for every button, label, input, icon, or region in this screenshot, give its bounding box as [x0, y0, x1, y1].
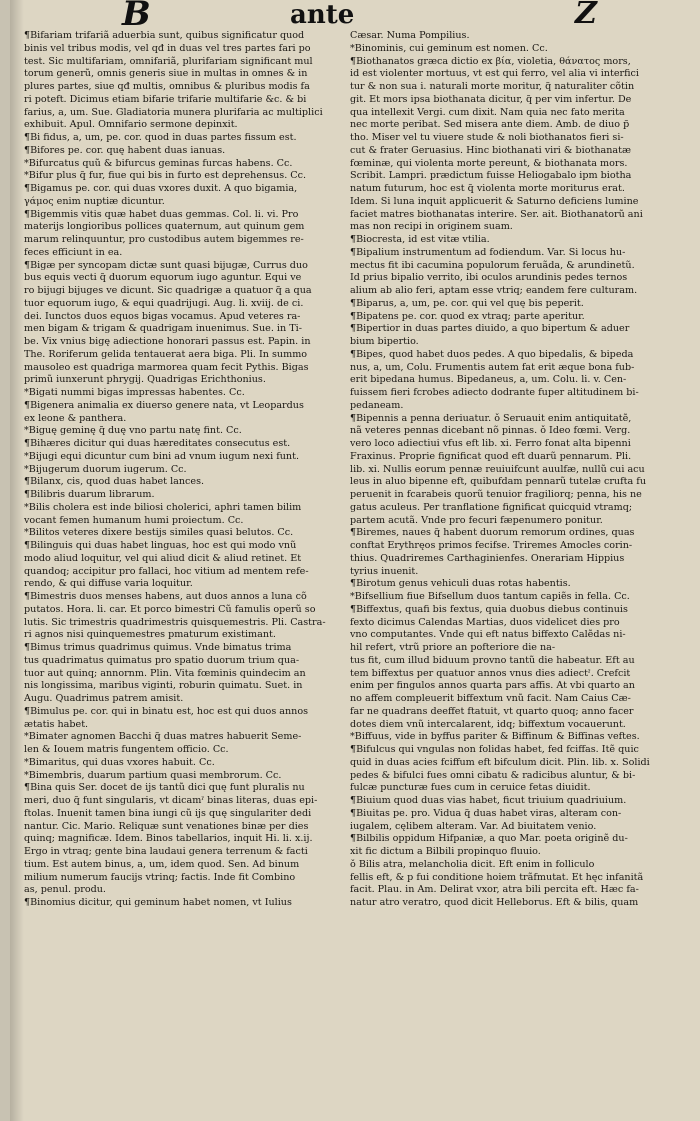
- entry-line: dei. Iunctos duos equos bigas vocamus. Apud veteres ra-: [24, 310, 301, 322]
- entry-line: ¶Bigemmis vitis quæ habet duas gemmas. Col. li. vi. Pro: [24, 208, 299, 220]
- entry-line: rendo, & qui diffuse varia loquitur.: [24, 578, 193, 590]
- entry-line: *Biguę geminę q̃ duę vno partu natę fint. Cc.: [24, 425, 242, 437]
- entry-line: ¶Biremes, naues q̃ habent duorum remorum ordines, quas: [350, 527, 635, 539]
- dictionary-entry: [24, 731, 344, 757]
- entry-line: fœminæ, qui violenta morte pereunt, & biothanata mors.: [350, 157, 628, 169]
- dictionary-entry: [24, 400, 344, 426]
- entry-line: *Bilitos veteres dixere bestijs similes quasi belutos. Cc.: [24, 527, 294, 539]
- entry-line: ¶Bipertior in duas partes diuido, a quo bipertum & aduer: [350, 323, 630, 335]
- dictionary-entry: [24, 145, 344, 158]
- dictionary-entry: [24, 158, 344, 171]
- dictionary-entry: [24, 706, 344, 732]
- entry-line: ¶Bilinguis qui duas habet linguas, hoc est qui modo vnũ: [24, 540, 297, 551]
- entry-line: qua intellexit Vergi. cum dixit. Nam quia nec fato merita: [350, 106, 625, 118]
- entry-line: *Bigati nummi bigas impressas habentes. Cc.: [24, 387, 245, 398]
- entry-line: *Binominis, cui geminum est nomen. Cc.: [350, 42, 548, 54]
- entry-line: lutis. Sic trimestris quadrimestris quisquemestris. Pli. Castra-: [24, 616, 326, 628]
- entry-line: ri poteft. Dicimus etiam bifarie trifarie multifarie &c. & bi: [24, 93, 307, 105]
- dictionary-entry: [24, 897, 344, 910]
- entry-line: pedes & bifulci fues omni cibatu & radicibus aluntur, & bi-: [350, 769, 636, 781]
- entry-line: γάμος enim nuptiæ dicuntur.: [24, 195, 165, 207]
- entry-line: nantur. Cic. Mario. Reliquæ sunt venationes binæ per dies: [24, 820, 309, 832]
- entry-line: len & Iouem matris fungentem officio. Cc.: [24, 744, 229, 755]
- dictionary-entry: [24, 451, 344, 464]
- dictionary-entry: [24, 464, 344, 477]
- dictionary-entry: [350, 234, 670, 247]
- entry-line: binis vel tribus modis, vel qđ in duas vel tres partes fari po: [24, 42, 311, 54]
- entry-line: *Bifurcatus quũ & bifurcus geminas furcas habens. Cc.: [24, 157, 293, 169]
- entry-line: ¶Bifulcus qui vngulas non folidas habet, fed fciffas. Itẽ quic: [350, 744, 639, 755]
- entry-line: mas non recipi in originem suam.: [350, 221, 513, 233]
- dictionary-entry: [24, 757, 344, 770]
- entry-line: ¶Bigamus pe. cor. qui duas vxores duxit. A quo bigamia,: [24, 183, 298, 194]
- dictionary-entry: [350, 578, 670, 591]
- entry-line: ¶Bimulus pe. cor. qui in binatu est, hoc est qui duos annos: [24, 705, 309, 717]
- entry-line: bium bipertio.: [350, 336, 419, 347]
- dictionary-entry: [24, 591, 344, 642]
- dictionary-entry: [24, 782, 344, 897]
- entry-line: tuor aut quinq; annornm. Plin. Vita fœminis quindecim an: [24, 667, 306, 679]
- dictionary-entry: [24, 476, 344, 489]
- entry-line: ¶Biparus, a, um, pe. cor. qui vel quę bis peperit.: [350, 297, 584, 309]
- left-column: [24, 30, 344, 910]
- entry-line: leus in aluo bipenne eft, quibufdam pennarũ tutelæ crufta fu: [350, 476, 647, 488]
- running-head-center: ante: [290, 0, 355, 30]
- dictionary-entry: [350, 604, 670, 732]
- entry-line: *Bifur plus q̃ fur, fiue qui bis in furto est deprehensus. Cc.: [24, 170, 307, 182]
- entry-line: milium numerum faucijs vtrinq; factis. Inde fit Combino: [24, 871, 296, 883]
- dictionary-entry: [24, 489, 344, 502]
- entry-line: tho. Miser vel tu viuere stude & noli biothanatos fieri si-: [350, 132, 624, 143]
- entry-line: ¶Biocresta, id est vitæ vtilia.: [350, 234, 490, 245]
- entry-line: Ergo in vtraq; gente bina laudaui genera terrenum & facti: [24, 846, 308, 857]
- entry-line: xit fic dictum a Bilbili propinquo fluuio.: [350, 846, 541, 857]
- entry-line: erit bipedana humus. Bipedaneus, a, um. Colu. li. v. Cen-: [350, 374, 627, 386]
- dictionary-entry: [350, 795, 670, 808]
- entry-line: vero loco adiectiui vfus eft lib. xi. Ferro fonat alta bipenni: [350, 438, 631, 449]
- entry-line: ftolas. Inuenit tamen bina iungi cũ ijs quę singulariter dedi: [24, 807, 312, 819]
- entry-line: fellis eft, & p fui conditione hoiem trãfmutat. Et hęc infanitã: [350, 871, 644, 883]
- entry-line: quandoq; accipitur pro fallaci, hoc vitium ad mentem refe-: [24, 565, 309, 577]
- entry-line: faciet matres biothanatas interire. Ser. ait. Biothanatorũ ani: [350, 208, 643, 220]
- dictionary-entry: [350, 731, 670, 744]
- entry-line: quinq; magnificæ. Idem. Binos tabellarios, inquit Hi. li. x.ij.: [24, 833, 313, 845]
- entry-line: natum futurum, hoc est q̃ violenta morte moriturus erat.: [350, 183, 625, 194]
- entry-line: ¶Bifores pe. cor. quę habent duas ianuas.: [24, 144, 226, 156]
- entry-line: *Bifsellium fiue Bifsellum duos tantum capiẽs in fella. Cc.: [350, 591, 630, 602]
- dictionary-entry: [24, 209, 344, 260]
- entry-line: lib. xi. Nullis eorum pennæ reuiuifcunt auulfæ, nullũ cui acu: [350, 463, 645, 475]
- dictionary-entry: [24, 132, 344, 145]
- entry-line: git. Et mors ipsa biothanata dicitur, q̃ per vim infertur. De: [350, 93, 632, 105]
- running-head-right: Z: [575, 0, 597, 31]
- entry-line: putatos. Hora. li. car. Et porco bimestri Cũ famulis operũ so: [24, 603, 316, 615]
- entry-line: mectus fit ibi cacumina populorum feruãda, & arundinetũ.: [350, 259, 635, 271]
- entry-line: fexto dicimus Calendas Martias, duos videlicet dies pro: [350, 616, 620, 628]
- entry-line: ¶Bigenera animalia ex diuerso genere nata, vt Leopardus: [24, 399, 304, 411]
- entry-line: ætatis habet.: [24, 718, 89, 730]
- dictionary-entry: [350, 349, 670, 413]
- entry-line: farius, a, um. Sue. Gladiatoria munera plurifaria ac multiplici: [24, 106, 323, 118]
- entry-line: ¶Bipennis a penna deriuatur. ǒ Seruauit enim antiquitatẽ,: [350, 412, 632, 424]
- entry-line: ri agnos nisi quinquemestres pmaturum existimant.: [24, 629, 276, 641]
- entry-line: ¶Bipatens pe. cor. quod ex vtraq; parte aperitur.: [350, 310, 585, 322]
- entry-line: conftat Erythręos primos fecifse. Triremes Amocles corin-: [350, 540, 633, 551]
- entry-line: torum generũ, omnis generis siue in multas in omnes & in: [24, 68, 308, 80]
- entry-line: ex leone & panthera.: [24, 412, 127, 424]
- entry-line: meri, duo q̃ funt singularis, vt dicamˀ binas literas, duas epi-: [24, 795, 318, 806]
- running-head-left: B: [122, 0, 151, 34]
- entry-line: far ne quadrans deeffet ftatuit, vt quarto quoq; anno facer: [350, 705, 634, 717]
- dictionary-entry: [350, 43, 670, 56]
- entry-line: nis longissima, maribus viginti, roburin quimatu. Suet. in: [24, 680, 303, 692]
- dictionary-entry: [350, 247, 670, 298]
- entry-line: gatus aculeus. Per tranflatione fignificat quicquid vtramq;: [350, 501, 633, 513]
- entry-line: ¶Bipes, quod habet duos pedes. A quo bipedalis, & bipeda: [350, 348, 634, 360]
- entry-line: ¶Bilibris duarum librarum.: [24, 489, 155, 500]
- dictionary-entry: [24, 30, 344, 132]
- entry-line: ¶Birotum genus vehiculi duas rotas habentis.: [350, 578, 571, 590]
- dictionary-entry: [350, 323, 670, 349]
- right-column: [350, 30, 670, 910]
- dictionary-entry: [24, 540, 344, 591]
- entry-line: natur atro veratro, quod dicit Helleborus. Eft & bilis, quam: [350, 897, 639, 908]
- book-page: [10, 0, 700, 1121]
- entry-line: Id prius bipalio verrito, ibi oculos arundinis pedes ternos: [350, 272, 628, 284]
- entry-line: modo aliud loquitur, vel qui aliud dicit & aliud retinet. Et: [24, 552, 302, 564]
- entry-line: be. Vix vnius bigę adiectione honorari passus est. Papin. in: [24, 336, 311, 347]
- entry-line: ¶Bimus trimus quadrimus quimus. Vnde bimatus trima: [24, 642, 292, 653]
- entry-line: ¶Biuium quod duas vias habet, ficut triuium quadriuium.: [350, 795, 627, 806]
- dictionary-entry: [350, 311, 670, 324]
- entry-line: facit. Plau. in Am. Delirat vxor, atra bili percita eft. Hæc fa-: [350, 884, 639, 896]
- entry-line: quid in duas acies fciffum eft bifculum dicit. Plin. lib. x. Solidi: [350, 756, 650, 768]
- entry-line: Fraxinus. Proprie fignificat quod eft duarũ pennarum. Pli.: [350, 450, 632, 462]
- entry-line: Idem. Si luna inquit applicuerit & Saturno deficiens lumine: [350, 195, 639, 207]
- dictionary-entry: [350, 527, 670, 578]
- entry-line: The. Roriferum gelida tentauerat aera biga. Pli. In summo: [24, 348, 308, 360]
- entry-line: ro bijugi bijuges ve dicunt. Sic quadrigæ a quatuor q̃ a qua: [24, 285, 312, 296]
- entry-line: tem biffextus per quatuor annos vnus dies adiectˀ. Crefcit: [350, 667, 631, 679]
- entry-line: vocant femen humanum humi proiectum. Cc.: [24, 514, 244, 526]
- entry-line: test. Sic multifariam, omnifariã, plurifariam significant mul: [24, 55, 313, 67]
- entry-line: men bigam & trigam & quadrigam inuenimus. Sue. in Ti-: [24, 323, 302, 335]
- entry-line: ¶Bihæres dicitur qui duas hæreditates consecutus est.: [24, 438, 291, 449]
- entry-line: fuissem fieri fcrobes adiecto dodrante fuper altitudinem bi-: [350, 387, 639, 398]
- entry-line: dotes diem vnũ intercalarent, idq; biffextum vocauerunt.: [350, 718, 626, 730]
- entry-line: ¶Bi fidus, a, um, pe. cor. quod in duas partes fissum est.: [24, 132, 297, 143]
- entry-line: marum relinquuntur, pro custodibus autem bigemmes re-: [24, 234, 304, 245]
- dictionary-entry: [350, 744, 670, 795]
- dictionary-entry: [24, 170, 344, 183]
- entry-line: ¶Biothanatos græca dictio ex βία, violetia, θάνατος mors,: [350, 55, 631, 67]
- entry-line: no affem compleuerit biffextum vnũ facit. Nam Caius Cæ-: [350, 693, 631, 704]
- entry-line: cut & frater Geruasius. Hinc biothanati viri & biothanatæ: [350, 144, 632, 156]
- entry-line: mausoleo est quadriga marmorea quam fecit Pythis. Bigas: [24, 361, 309, 373]
- entry-line: vno computantes. Vnde qui eft natus biffexto Calẽdas ni-: [350, 629, 626, 641]
- entry-line: *Bimaritus, qui duas vxores habuit. Cc.: [24, 756, 215, 768]
- entry-line: peruenit in fcarabeis quorũ tenuior fragiliorq; penna, his ne: [350, 489, 642, 500]
- dictionary-entry: [24, 438, 344, 451]
- entry-line: iugalem, cęlibem alteram. Var. Ad biuitatem venio.: [350, 820, 597, 832]
- entry-line: ¶Bifariam trifariã aduerbia sunt, quibus significatur quod: [24, 30, 305, 41]
- entry-line: tyrius inuenit.: [350, 565, 419, 577]
- dictionary-entry: [350, 833, 670, 859]
- entry-line: tium. Est autem binus, a, um, idem quod. Sen. Ad binum: [24, 858, 300, 870]
- entry-line: nus, a, um, Colu. Frumentis autem fat erit æque bona fub-: [350, 361, 635, 373]
- entry-line: exhibuit. Apul. Omnifario sermone depinxit.: [24, 119, 238, 131]
- entry-line: ¶Bilbilis oppidum Hifpaniæ, a quo Mar. poeta originẽ du-: [350, 833, 628, 845]
- entry-line: ¶Bimestris duos menses habens, aut duos annos a luna cõ: [24, 591, 307, 602]
- dictionary-entry: [350, 30, 670, 43]
- entry-line: enim per fingulos annos quarta pars affis. At vbi quarto an: [350, 680, 635, 692]
- dictionary-entry: [350, 859, 670, 910]
- entry-line: thius. Quadriremes Carthaginienfes. Onerariam Hippius: [350, 552, 625, 564]
- dictionary-entry: [24, 527, 344, 540]
- entry-line: hil refert, vtrũ priore an pofteriore die na-: [350, 642, 556, 653]
- dictionary-entry: [350, 56, 670, 235]
- entry-line: ¶Bilanx, cis, quod duas habet lances.: [24, 476, 205, 488]
- dictionary-entry: [350, 591, 670, 604]
- dictionary-entry: [24, 770, 344, 783]
- entry-line: *Bijugerum duorum iugerum. Cc.: [24, 463, 187, 475]
- entry-line: primũ iunxerunt phrygij. Quadrigas Erichthonius.: [24, 374, 266, 386]
- entry-line: ¶Bina quis Ser. docet de ijs tantũ dici quę funt pluralis nu: [24, 782, 305, 794]
- entry-line: *Bilis cholera est inde biliosi cholerici, aphri tamen bilim: [24, 501, 302, 513]
- entry-line: tur & non sua i. naturali morte moritur, q̃ naturaliter cõtin: [350, 81, 635, 92]
- entry-line: ¶Bigæ per syncopam dictæ sunt quasi bijugæ, Currus duo: [24, 259, 308, 271]
- entry-line: tus quadrimatus quimatus pro spatio duorum trium qua-: [24, 654, 300, 666]
- entry-line: ǒ Bilis atra, melancholia dicit. Eft enim in folliculo: [350, 858, 595, 870]
- entry-line: ¶Biuitas pe. pro. Vidua q̃ duas habet viras, alteram con-: [350, 807, 622, 819]
- entry-line: nec morte peribat. Sed misera ante diem. Amb. de diuo p̃: [350, 119, 630, 131]
- dictionary-entry: [350, 298, 670, 311]
- entry-line: id est violenter mortuus, vt est qui ferro, vel alia vi interfici: [350, 68, 639, 80]
- entry-line: bus equis vecti q̃ duorum equorum iugo aguntur. Equi ve: [24, 272, 302, 284]
- entry-line: Augu. Quadrimus patrem amisit.: [24, 693, 184, 704]
- entry-line: pedaneam.: [350, 399, 404, 411]
- entry-line: feces efficiunt in ea.: [24, 246, 123, 258]
- entry-line: tus fit, cum illud biduum provno tantũ die habeatur. Eft au: [350, 654, 635, 666]
- dictionary-entry: [24, 260, 344, 388]
- entry-line: as, penul. produ.: [24, 884, 106, 896]
- entry-line: plures partes, siue qđ multis, omnibus & pluribus modis fa: [24, 81, 310, 92]
- entry-line: ¶Bipalium instrumentum ad fodiendum. Var. Si locus hu-: [350, 246, 626, 258]
- dictionary-entry: [350, 808, 670, 834]
- dictionary-entry: [350, 413, 670, 528]
- entry-line: nã veteres pennas dicebant nõ pinnas. ǒ Ideo fœmi. Verg.: [350, 425, 631, 437]
- dictionary-entry: [24, 502, 344, 528]
- dictionary-entry: [24, 425, 344, 438]
- entry-line: Cæsar. Numa Pompilius.: [350, 30, 470, 41]
- entry-line: *Bimembris, duarum partium quasi membrorum. Cc.: [24, 769, 282, 781]
- entry-line: partem acutã. Vnde pro fecuri fæpenumero ponitur.: [350, 514, 603, 526]
- dictionary-entry: [24, 642, 344, 706]
- entry-line: ¶Biffextus, quafi bis fextus, quia duobus diebus continuis: [350, 603, 628, 615]
- entry-line: tuor equorum iugo, & equi quadrijugi. Aug. li. xviij. de ci.: [24, 297, 304, 309]
- dictionary-entry: [24, 183, 344, 209]
- entry-line: materijs longioribus pollices quaternum, aut quinum gem: [24, 221, 305, 233]
- entry-line: *Biffuus, vide in byffus pariter & Biffinum & Biffinas veftes.: [350, 731, 640, 743]
- dictionary-entry: [24, 387, 344, 400]
- entry-line: Scribit. Lampri. prædictum fuisse Heliogabalo ipm biotha: [350, 170, 632, 182]
- entry-line: fulcæ puncturæ fues cum in ceruice fetas diuidit.: [350, 782, 591, 794]
- entry-line: *Bimater agnomen Bacchi q̃ duas matres habuerit Seme-: [24, 731, 302, 743]
- entry-line: ¶Binomius dicitur, qui geminum habet nomen, vt Iulius: [24, 897, 292, 908]
- entry-line: *Bijugi equi dicuntur cum bini ad vnum iugum nexi funt.: [24, 450, 300, 462]
- entry-line: alium ab alio feri, aptam esse vtriq; eandem fere culturam.: [350, 285, 638, 296]
